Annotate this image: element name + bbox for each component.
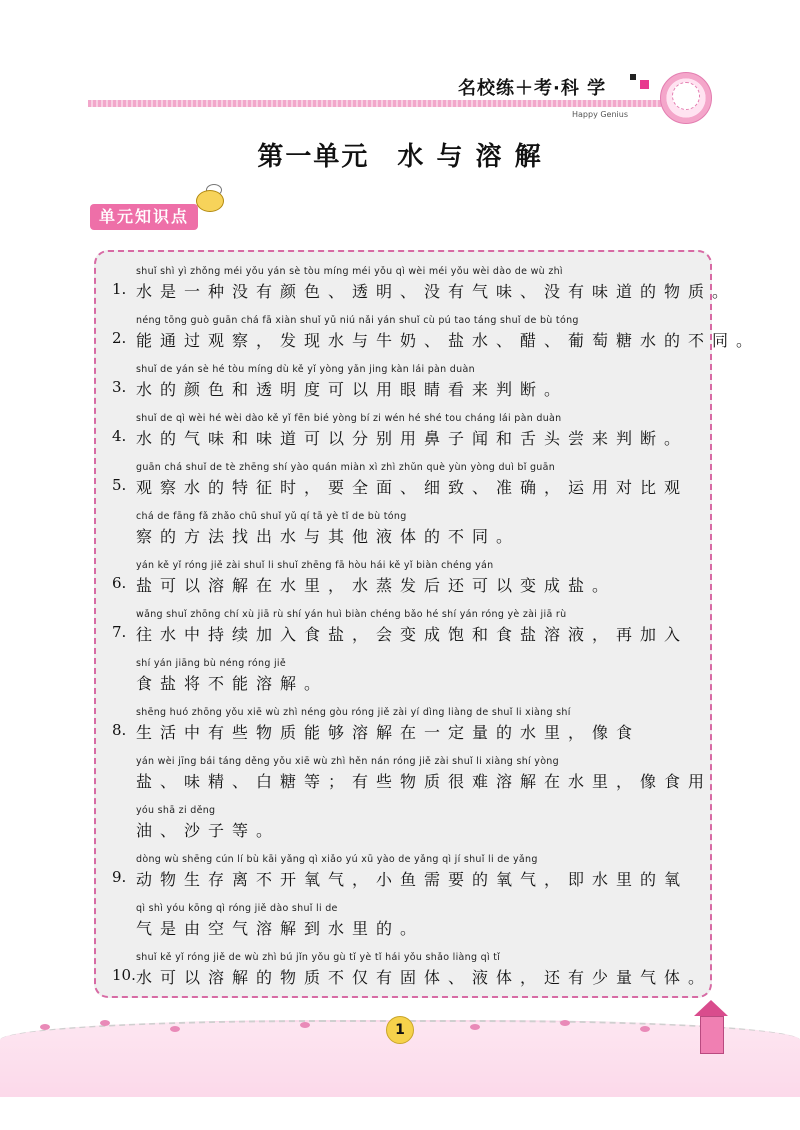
list-item xyxy=(112,409,702,458)
item-number: 9. xyxy=(112,868,127,886)
house-body xyxy=(700,1016,724,1054)
house-icon xyxy=(692,1000,732,1052)
knowledge-list xyxy=(112,262,761,997)
item-text: 食盐将不能溶解。 xyxy=(136,674,329,693)
item-text: 盐、味精、白糖等；有些物质很难溶解在水里，像食用 xyxy=(136,772,713,791)
list-item xyxy=(112,360,702,409)
item-number: 1. xyxy=(112,280,127,298)
header-subtitle: Happy Genius xyxy=(572,110,629,119)
pinyin: wǎng shuǐ zhōng chí xù jiā rù shí yán huì biàn chéng bǎo hé shí yán róng yè zài jiā rù xyxy=(136,609,567,620)
pinyin: qì shì yóu kōng qì róng jiě dào shuǐ li de xyxy=(136,903,338,914)
leaf-icon xyxy=(300,1022,310,1028)
item-text: 水的颜色和透明度可以用眼睛看来判断。 xyxy=(136,380,569,399)
list-item xyxy=(112,458,702,507)
list-item xyxy=(112,311,761,360)
header-decoration-square-pink xyxy=(640,80,649,89)
list-item xyxy=(112,703,702,752)
list-item-continuation xyxy=(112,801,702,850)
list-item xyxy=(112,850,702,899)
pinyin: yán kě yǐ róng jiě zài shuǐ li shuǐ zhēng fā hòu hái kě yǐ biàn chéng yán xyxy=(136,560,494,571)
list-item xyxy=(112,605,702,654)
item-text: 动物生存离不开氧气，小鱼需要的氧气，即水里的氧 xyxy=(136,870,689,889)
item-number: 6. xyxy=(112,574,127,592)
item-number: 5. xyxy=(112,476,127,494)
leaf-icon xyxy=(560,1020,570,1026)
item-text: 水可以溶解的物质不仅有固体、液体，还有少量气体。 xyxy=(136,968,713,987)
item-text: 油、沙子等。 xyxy=(136,821,281,840)
page-title: 第一单元 水 与 溶 解 xyxy=(257,142,543,172)
item-text: 观察水的特征时，要全面、细致、准确，运用对比观 xyxy=(136,478,689,497)
leaf-icon xyxy=(470,1024,480,1030)
item-text: 盐可以溶解在水里，水蒸发后还可以变成盐。 xyxy=(136,576,617,595)
item-text: 能通过观察，发现水与牛奶、盐水、醋、葡萄糖水的不同。 xyxy=(136,331,761,350)
list-item-continuation xyxy=(112,752,713,801)
item-text: 水是一种没有颜色、透明、没有气味、没有味道的物质。 xyxy=(136,282,737,301)
section-label: 单元知识点 xyxy=(90,204,198,230)
logo-badge-inner xyxy=(672,82,700,110)
book-title: 名校练＋考·科 学 xyxy=(458,78,607,99)
list-item xyxy=(112,262,737,311)
leaf-icon xyxy=(40,1024,50,1030)
item-number: 3. xyxy=(112,378,127,396)
pinyin: yóu shā zi děng xyxy=(136,805,216,816)
item-text: 气是由空气溶解到水里的。 xyxy=(136,919,425,938)
page-number: 1 xyxy=(386,1016,414,1044)
pinyin: shuǐ de qì wèi hé wèi dào kě yǐ fēn bié yòng bí zi wén hé shé tou cháng lái pàn duàn xyxy=(136,413,562,424)
list-item-continuation xyxy=(112,507,702,556)
leaf-icon xyxy=(170,1026,180,1032)
pinyin: shuǐ shì yì zhǒng méi yǒu yán sè tòu míng méi yǒu qì wèi méi yǒu wèi dào de wù zhì xyxy=(136,266,563,277)
item-text: 水的气味和味道可以分别用鼻子闻和舌头尝来判断。 xyxy=(136,429,689,448)
item-text: 往水中持续加入食盐，会变成饱和食盐溶液，再加入 xyxy=(136,625,689,644)
list-item-continuation xyxy=(112,654,702,703)
pinyin: shuǐ de yán sè hé tòu míng dù kě yǐ yòng yǎn jing kàn lái pàn duàn xyxy=(136,364,475,375)
item-number: 2. xyxy=(112,329,127,347)
pinyin: néng tōng guò guān chá fā xiàn shuǐ yǔ niú nǎi yán shuǐ cù pú tao táng shuǐ de bù tóng xyxy=(136,315,579,326)
pinyin: guān chá shuǐ de tè zhēng shí yào quán miàn xì zhì zhǔn què yùn yòng duì bǐ guān xyxy=(136,462,556,473)
item-number: 10. xyxy=(112,966,136,984)
pinyin: shuǐ kě yǐ róng jiě de wù zhì bú jǐn yǒu gù tǐ yè tǐ hái yǒu shǎo liàng qì tǐ xyxy=(136,952,501,963)
item-number: 4. xyxy=(112,427,127,445)
house-roof xyxy=(694,1000,728,1016)
pinyin: shí yán jiāng bù néng róng jiě xyxy=(136,658,286,669)
leaf-icon xyxy=(100,1020,110,1026)
pinyin: yán wèi jīng bái táng děng yǒu xiē wù zhì hěn nán róng jiě zài shuǐ li xiàng shí yòng xyxy=(136,756,559,767)
leaf-icon xyxy=(640,1026,650,1032)
pinyin: dòng wù shēng cún lí bù kāi yǎng qì xiǎo yú xū yào de yǎng qì jí shuǐ li de yǎng xyxy=(136,854,538,865)
header-band xyxy=(88,100,666,107)
header-decoration-square xyxy=(630,74,636,80)
item-text: 察的方法找出水与其他液体的不同。 xyxy=(136,527,521,546)
item-number: 8. xyxy=(112,721,127,739)
pinyin: shēng huó zhōng yǒu xiē wù zhì néng gòu róng jiě zài yí dìng liàng de shuǐ li xiàng shí xyxy=(136,707,571,718)
item-text: 生活中有些物质能够溶解在一定量的水里，像食 xyxy=(136,723,641,742)
bee-icon xyxy=(196,190,224,212)
item-number: 7. xyxy=(112,623,127,641)
pinyin: chá de fāng fǎ zhǎo chū shuǐ yǔ qí tā yè tǐ de bù tóng xyxy=(136,511,407,522)
list-item-continuation xyxy=(112,899,702,948)
list-item xyxy=(112,556,702,605)
list-item xyxy=(112,948,713,997)
